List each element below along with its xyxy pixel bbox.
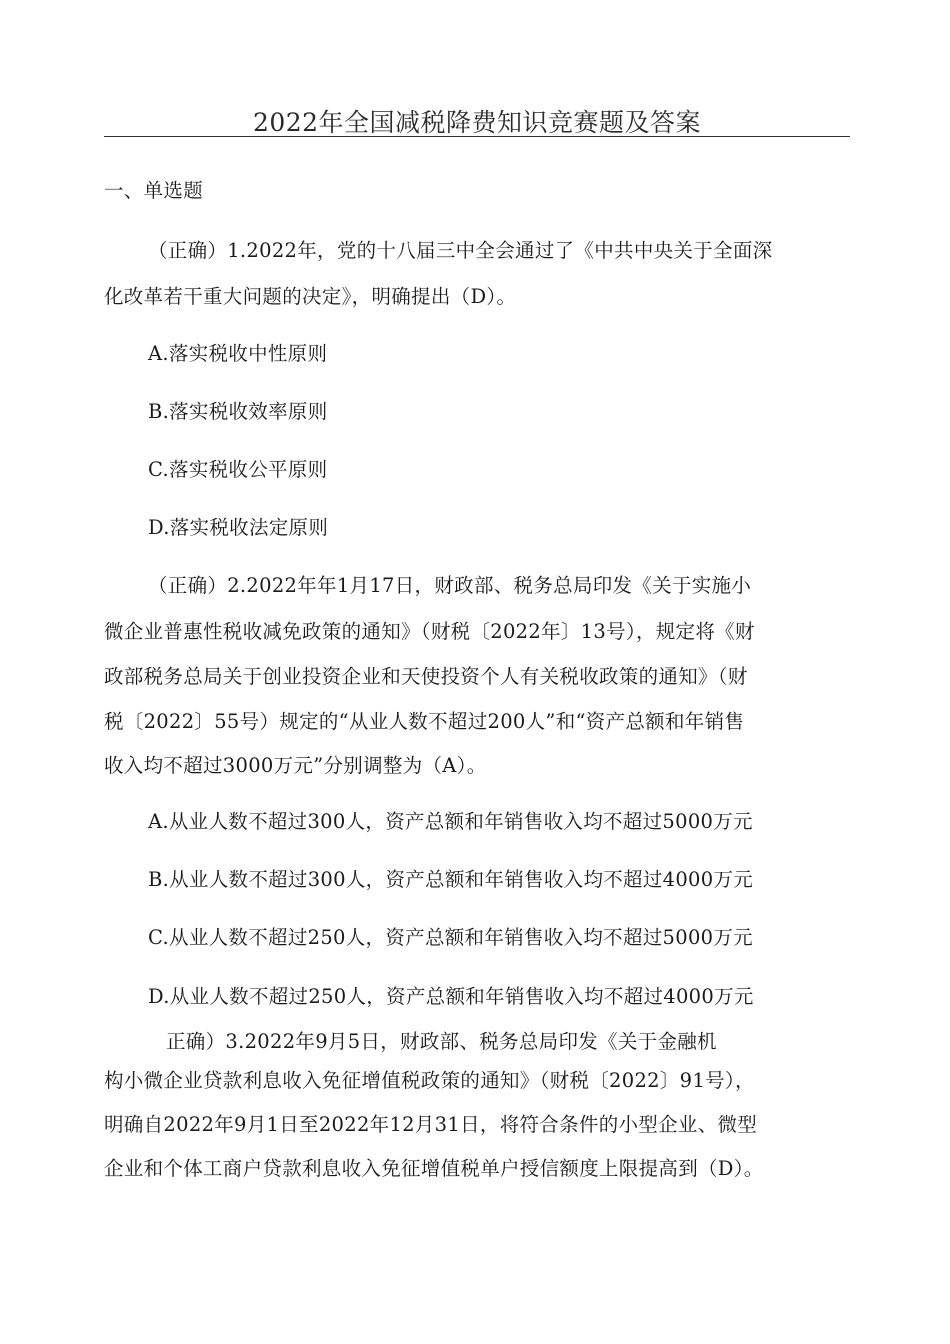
- question-3-line-1: 正确）3.2022年9月5日，财政部、税务总局印发《关于金融机: [166, 1030, 717, 1053]
- section-heading: 一、单选题: [104, 179, 204, 202]
- question-2-line-3: 政部税务总局关于创业投资企业和天使投资个人有关税收政策的通知》（财: [104, 665, 748, 688]
- question-1-line-1: （正确）1.2022年，党的十八届三中全会通过了《中共中央关于全面深: [148, 239, 773, 262]
- question-1-option-c: C.落实税收公平原则: [148, 458, 328, 481]
- question-2-line-5: 收入均不超过3000万元”分别调整为（A）。: [104, 754, 487, 777]
- question-2-option-b: B.从业人数不超过300人，资产总额和年销售收入均不超过4000万元: [148, 868, 754, 891]
- question-3-line-4: 企业和个体工商户贷款利息收入免征增值税单户授信额度上限提高到（D）。: [104, 1157, 764, 1180]
- title-underline: [104, 136, 850, 137]
- question-1-line-2: 化改革若干重大问题的决定》，明确提出（D）。: [104, 285, 517, 308]
- question-1-option-a: A.落实税收中性原则: [148, 342, 328, 365]
- question-3-line-3: 明确自2022年9月1日至2022年12月31日，将符合条件的小型企业、微型: [104, 1113, 758, 1136]
- question-1-option-d: D.落实税收法定原则: [148, 516, 329, 539]
- question-3-line-2: 构小微企业贷款利息收入免征增值税政策的通知》（财税〔2022〕91号），: [104, 1069, 755, 1092]
- question-2-option-a: A.从业人数不超过300人，资产总额和年销售收入均不超过5000万元: [148, 810, 753, 833]
- question-2-option-c: C.从业人数不超过250人，资产总额和年销售收入均不超过5000万元: [148, 926, 753, 949]
- document-title: 2022年全国减税降费知识竞赛题及答案: [252, 108, 702, 137]
- question-2-line-4: 税〔2022〕55号）规定的“从业人数不超过200人”和“资产总额和年销售: [104, 710, 745, 733]
- question-2-line-1: （正确）2.2022年年1月17日，财政部、税务总局印发《关于实施小: [148, 574, 752, 597]
- question-2-option-d: D.从业人数不超过250人，资产总额和年销售收入均不超过4000万元: [148, 985, 754, 1008]
- question-1-option-b: B.落实税收效率原则: [148, 400, 328, 423]
- question-2-line-2: 微企业普惠性税收减免政策的通知》（财税〔2022年〕13号），规定将《财: [104, 620, 755, 643]
